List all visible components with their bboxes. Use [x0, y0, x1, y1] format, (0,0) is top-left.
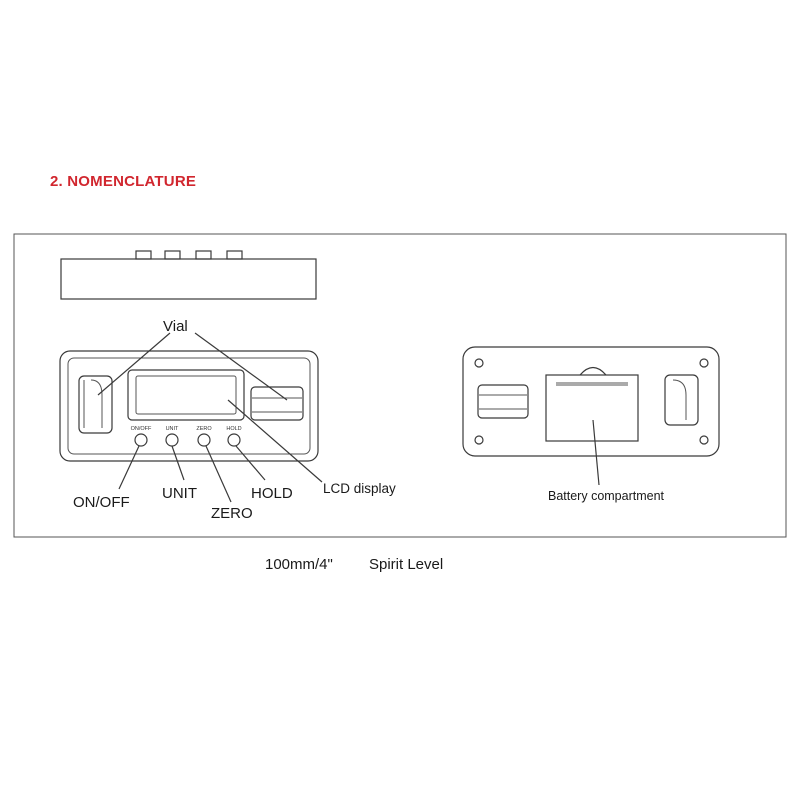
lcd-display-label: LCD display [323, 481, 396, 496]
unit-label: UNIT [162, 485, 197, 502]
battery-compartment [546, 368, 638, 442]
zero-label: ZERO [211, 505, 253, 522]
screw-icon [475, 436, 483, 444]
button-label-zero: ZERO [196, 426, 212, 432]
lcd-display [128, 370, 244, 420]
left-vial [79, 376, 112, 433]
level-back-view [463, 347, 719, 456]
on-off-label: ON/OFF [73, 494, 130, 511]
diagram-frame [14, 234, 786, 537]
zero-button [198, 434, 210, 446]
hold-label: HOLD [251, 485, 293, 502]
screw-icon [475, 359, 483, 367]
on-off-button [135, 434, 147, 446]
button-label-hold: HOLD [226, 426, 242, 432]
screw-icon [700, 359, 708, 367]
back-left-vial [478, 385, 528, 418]
caption-name: Spirit Level [369, 556, 444, 573]
vial-label: Vial [163, 318, 188, 335]
hold-button [228, 434, 240, 446]
section-heading: 2. NOMENCLATURE [50, 173, 197, 190]
battery-compartment-label: Battery compartment [548, 489, 665, 503]
unit-button [166, 434, 178, 446]
caption-size: 100mm/4" [265, 556, 333, 573]
button-label-unit: UNIT [165, 426, 179, 432]
button-label-on-off: ON/OFF [130, 426, 152, 432]
right-vial [251, 387, 303, 420]
screw-icon [700, 436, 708, 444]
level-top-view [61, 251, 316, 299]
